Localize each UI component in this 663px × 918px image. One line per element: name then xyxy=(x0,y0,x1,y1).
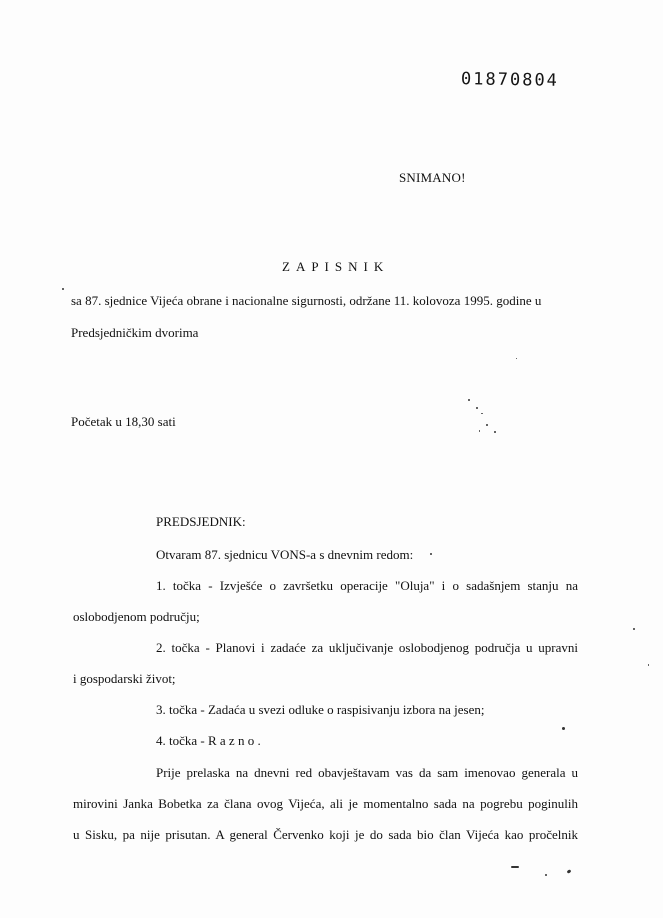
scan-speck xyxy=(511,866,519,868)
recorded-stamp: SNIMANO! xyxy=(399,170,466,185)
scan-speck xyxy=(468,399,470,401)
agenda-item-3: 3. točka - Zadaća u svezi odluke o raspisivanju izbora na jesen; xyxy=(156,702,485,717)
scan-speck xyxy=(486,424,488,426)
scan-speck xyxy=(479,430,480,432)
scan-speck xyxy=(430,553,432,555)
agenda-item-2-line-1: 2. točka - Planovi i zadaće za uključivanje oslobodjenog područja u upravni xyxy=(156,640,578,655)
agenda-item-2-line-2: i gospodarski život; xyxy=(73,671,176,686)
paragraph-line-2: mirovini Janka Bobetka za člana ovog Vijeća, ali je momentalno sada na pogrebu poginulih xyxy=(73,796,578,811)
scan-speck xyxy=(494,431,496,433)
scan-speck xyxy=(476,407,478,409)
document-title: ZAPISNIK xyxy=(282,259,390,274)
paragraph-line-3: u Sisku, pa nije prisutan. A general Červenko koji je do sada bio član Vijeća kao pročelnik xyxy=(73,827,578,842)
document-number: 01870804 xyxy=(460,69,560,91)
subtitle-line-2: Predsjedničkim dvorima xyxy=(71,325,199,340)
scan-speck xyxy=(516,358,517,359)
scan-speck xyxy=(567,869,572,874)
agenda-item-1-line-2: oslobodjenom području; xyxy=(73,609,200,624)
scan-speck xyxy=(545,874,547,876)
scan-speck xyxy=(481,413,483,414)
paragraph-line-1: Prije prelaska na dnevni red obavještavam vas da sam imenovao generala u xyxy=(156,765,578,780)
scan-speck xyxy=(62,288,64,290)
subtitle-line-1: sa 87. sjednice Vijeća obrane i nacionalne sigurnosti, održane 11. kolovoza 1995. godine u xyxy=(71,293,542,308)
agenda-item-4: 4. točka - R a z n o . xyxy=(156,733,261,748)
scan-speck xyxy=(648,664,649,666)
start-time: Početak u 18,30 sati xyxy=(71,414,176,429)
opening-line: Otvaram 87. sjednicu VONS-a s dnevnim redom: xyxy=(156,547,414,562)
scan-speck xyxy=(633,628,635,630)
agenda-item-1-line-1: 1. točka - Izvješće o završetku operacije "Oluja" i o sadašnjem stanju na xyxy=(156,578,578,593)
scan-speck xyxy=(562,727,565,730)
speaker-label: PREDSJEDNIK: xyxy=(156,514,246,529)
